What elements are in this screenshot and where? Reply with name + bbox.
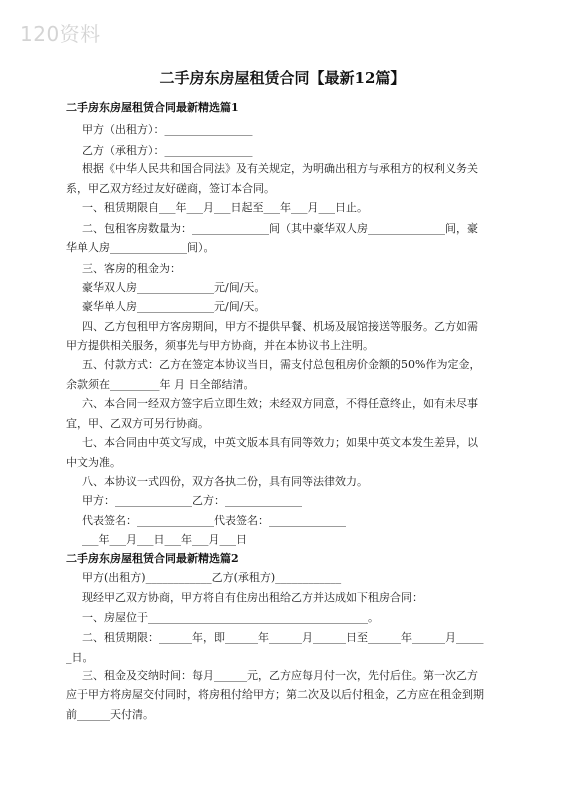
text-line: 三、租金及交纳时间：每月______元，乙方应每月付一次，先付后住。第一次乙方 [82,669,478,682]
text-line: 豪华双人房______________元/间/天。 [82,281,266,294]
text-line: 乙方（承租方）：________________ [82,144,253,157]
section-heading: 二手房东房屋租赁合同最新精选篇1 [66,101,239,114]
text-line: 甲方：______________乙方：______________ [82,494,302,507]
text-line: 代表签名：______________代表签名：______________ [82,514,346,527]
text-line: 五、付款方式：乙方在签定本协议当日，需支付总包租房价金额的50%作为定金， [82,358,481,371]
text-line: 一、房屋位于________________________________________。 [82,611,379,624]
text-line: 六、本合同一经双方签字后立即生效；未经双方同意，不得任意终止，如有未尽事 [82,397,478,410]
text-line: 甲方（出租方）：________________ [82,123,253,136]
text-line: 四、乙方包租甲方客房期间，甲方不提供早餐、机场及展馆接送等服务。乙方如需 [82,320,478,333]
text-line: ___年___月___日___年___月___日 [82,533,247,546]
text-line: 二、包租客房数量为：______________间（其中豪华双人房______________间，豪 [82,222,478,235]
section-heading: 二手房东房屋租赁合同最新精选篇2 [66,552,239,565]
text-line: 八、本协议一式四份，双方各执二份，具有同等法律效力。 [82,475,368,488]
text-line: 二、租赁期限：______年，即______年______月______日至______年______月_____ [82,631,484,644]
text-line: 中文为准。 [66,456,121,469]
text-line: 宜，甲、乙双方可另行协商。 [66,417,209,430]
watermark: 120资料 [20,22,101,46]
text-line: 三、客房的租金为： [82,262,181,275]
text-line: 七、本合同由中英文写成，中英文版本具有同等效力；如果中英文本发生差异，以 [82,436,478,449]
text-line: 甲方(出租方)____________乙方(承租方)____________ [82,571,342,584]
text-line: 豪华单人房______________元/间/天。 [82,300,266,313]
text-line: 应于甲方将房屋交付同时，将房租付给甲方；第二次及以后付租金，乙方应在租金到期 [66,688,484,701]
text-line: _日。 [66,651,94,664]
text-line: 甲方提供相关服务，须事先与甲方协商，并在本协议书上注明。 [66,339,374,352]
text-line: 根据《中华人民共和国合同法》及有关规定，为明确出租方与承租方的权利义务关 [82,162,478,175]
text-line: 前______天付清。 [66,708,154,721]
text-line: 华单人房______________间）。 [66,241,215,254]
text-line: 系，甲乙双方经过友好磋商，签订本合同。 [66,182,275,195]
document-title: 二手房东房屋租赁合同【最新12篇】 [159,69,406,87]
text-line: 余款须在_________年 月 日全部结清。 [66,378,255,391]
text-line: 一、租赁期限自___年___月___日起至___年___月___日止。 [82,201,368,214]
text-line: 现经甲乙双方协商，甲方将自有住房出租给乙方并达成如下租房合同： [82,591,423,604]
